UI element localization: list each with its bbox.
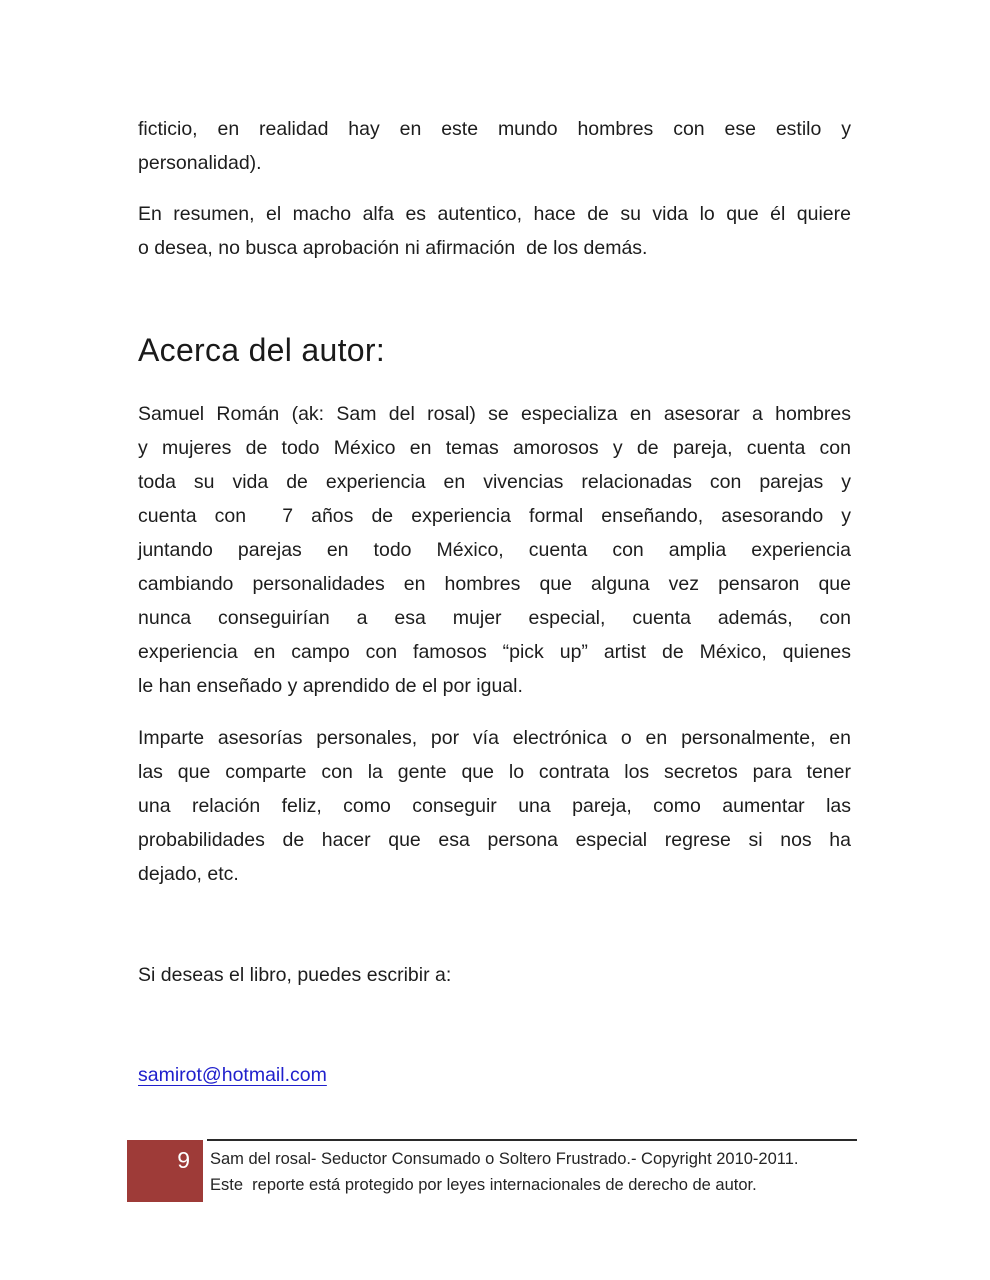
paragraph-line: las que comparte con la gente que lo contrata los secretos para tener <box>138 761 851 783</box>
page-content <box>138 112 851 1092</box>
paragraph-line: juntando parejas en todo México, cuenta con amplia experiencia <box>138 539 851 561</box>
paragraph-line: experiencia en campo con famosos “pick up” artist de México, quienes <box>138 641 851 663</box>
paragraph-intro-continuation <box>138 112 851 180</box>
paragraph-services <box>138 721 851 891</box>
paragraph-line: ficticio, en realidad hay en este mundo hombres con ese estilo y <box>138 118 851 140</box>
paragraph-line: En resumen, el macho alfa es autentico, hace de su vida lo que él quiere <box>138 203 851 225</box>
paragraph-line: o desea, no busca aprobación ni afirmación de los demás. <box>138 237 648 259</box>
paragraph-line: le han enseñado y aprendido de el por igual. <box>138 675 523 697</box>
page-number: 9 <box>177 1147 190 1173</box>
footer-copyright <box>210 1146 858 1198</box>
paragraph-line: Samuel Román (ak: Sam del rosal) se especializa en asesorar a hombres <box>138 403 851 425</box>
paragraph-line: cuenta con 7 años de experiencia formal enseñando, asesorando y <box>138 505 851 527</box>
section-heading-acerca-del-autor: Acerca del autor: <box>138 332 386 368</box>
paragraph-author-bio <box>138 397 851 703</box>
footer-divider-line <box>207 1139 857 1141</box>
paragraph-line: dejado, etc. <box>138 863 239 885</box>
paragraph-line: Imparte asesorías personales, por vía electrónica o en personalmente, en <box>138 727 851 749</box>
email-link[interactable]: samirot@hotmail.com <box>138 1064 327 1086</box>
paragraph-line: cambiando personalidades en hombres que alguna vez pensaron que <box>138 573 851 595</box>
paragraph-line: personalidad). <box>138 152 262 174</box>
copyright-line: Este reporte está protegido por leyes internacionales de derecho de autor. <box>210 1176 757 1194</box>
paragraph-line: nunca conseguirían a esa mujer especial, cuenta además, con <box>138 607 851 629</box>
page-number-badge <box>127 1140 203 1202</box>
paragraph-line: probabilidades de hacer que esa persona especial regrese si nos ha <box>138 829 851 851</box>
paragraph-line: toda su vida de experiencia en vivencias relacionadas con parejas y <box>138 471 851 493</box>
email-row <box>138 1058 851 1092</box>
copyright-line: Sam del rosal- Seductor Consumado o Soltero Frustrado.- Copyright 2010-2011. <box>210 1150 799 1168</box>
paragraph-line: Si deseas el libro, puedes escribir a: <box>138 964 452 986</box>
paragraph-contact-prompt <box>138 958 851 992</box>
paragraph-line: y mujeres de todo México en temas amorosos y de pareja, cuenta con <box>138 437 851 459</box>
paragraph-line: una relación feliz, como conseguir una pareja, como aumentar las <box>138 795 851 817</box>
paragraph-resumen <box>138 197 851 265</box>
